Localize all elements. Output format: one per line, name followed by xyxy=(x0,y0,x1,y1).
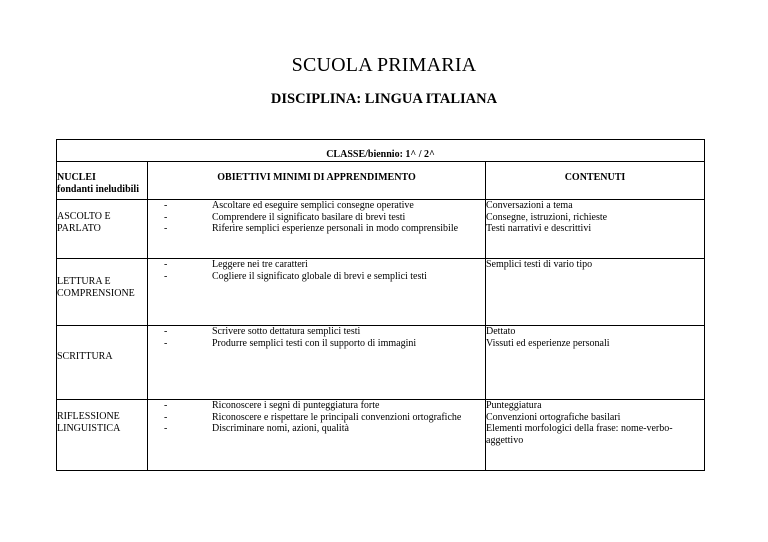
nucleo-label: LINGUISTICA xyxy=(57,422,121,434)
bullet-dash: - xyxy=(164,400,168,411)
bullet-dash: - xyxy=(164,270,168,282)
table-row xyxy=(57,259,705,326)
obiettivi-cell xyxy=(148,200,486,259)
nucleo-cell xyxy=(57,259,148,326)
table-row xyxy=(57,326,705,400)
nucleo-label: LETTURA E xyxy=(57,276,111,287)
obiettivo-text: Ascoltare ed eseguire semplici consegne operative xyxy=(212,200,414,211)
header-nuclei xyxy=(57,162,148,200)
contenuto-text: Dettato xyxy=(486,326,516,337)
contenuto-text: Convenzioni ortografiche basilari xyxy=(486,411,621,423)
list-item xyxy=(148,400,485,412)
classe-row xyxy=(57,140,705,162)
contenuto-text: Conversazioni a tema xyxy=(486,200,573,211)
contenuto-text: Punteggiatura xyxy=(486,400,542,411)
nucleo-label: COMPRENSIONE xyxy=(57,287,135,299)
obiettivo-text: Produrre semplici testi con il supporto di immagini xyxy=(212,337,417,349)
contenuti-cell xyxy=(486,200,705,259)
contenuti-cell xyxy=(486,259,705,326)
nucleo-cell xyxy=(57,400,148,471)
obiettivo-text: Riconoscere e rispettare le principali convenzioni ortografiche xyxy=(212,411,462,423)
nucleo-label: RIFLESSIONE xyxy=(57,411,120,422)
table-row xyxy=(57,400,705,471)
classe-label: CLASSE/biennio: 1^ / 2^ xyxy=(57,140,705,162)
header-nuclei-line1: NUCLEI xyxy=(57,172,96,183)
bullet-dash: - xyxy=(164,211,168,223)
list-item xyxy=(148,223,485,235)
obiettivo-text: Leggere nei tre caratteri xyxy=(212,259,308,270)
discipline-subtitle: DISCIPLINA: LINGUA ITALIANA xyxy=(270,91,498,107)
table-header-row xyxy=(57,162,705,200)
nucleo-label: PARLATO xyxy=(57,222,101,234)
bullet-dash: - xyxy=(164,337,168,349)
list-item xyxy=(148,423,485,435)
bullet-dash: - xyxy=(164,259,168,270)
contenuto-text: Testi narrativi e descrittivi xyxy=(486,223,592,234)
obiettivo-text: Discriminare nomi, azioni, qualità xyxy=(212,423,349,434)
contenuti-cell xyxy=(486,326,705,400)
list-item xyxy=(148,412,485,424)
list-item xyxy=(148,271,485,283)
curriculum-table xyxy=(56,139,705,471)
obiettivi-cell xyxy=(148,259,486,326)
nucleo-cell xyxy=(57,200,148,259)
header-nuclei-line2: fondanti ineludibili xyxy=(57,183,139,195)
list-item xyxy=(148,259,485,271)
obiettivi-cell xyxy=(148,400,486,471)
contenuto-text: Vissuti ed esperienze personali xyxy=(486,337,610,349)
contenuto-text: aggettivo xyxy=(486,434,524,446)
header-contenuti: CONTENUTI xyxy=(486,162,705,200)
bullet-dash: - xyxy=(164,411,168,423)
obiettivo-text: Riconoscere i segni di punteggiatura forte xyxy=(212,400,380,411)
bullet-dash: - xyxy=(164,223,168,234)
contenuto-text: Semplici testi di vario tipo xyxy=(486,259,593,270)
list-item xyxy=(148,212,485,224)
obiettivo-text: Scrivere sotto dettatura semplici testi xyxy=(212,326,361,337)
obiettivo-text: Comprendere il significato basilare di brevi testi xyxy=(212,211,406,223)
nucleo-label: ASCOLTO E xyxy=(57,211,111,222)
header-obiettivi: OBIETTIVI MINIMI DI APPRENDIMENTO xyxy=(148,162,486,200)
list-item xyxy=(148,200,485,212)
bullet-dash: - xyxy=(164,200,168,211)
bullet-dash: - xyxy=(164,326,168,337)
contenuti-cell xyxy=(486,400,705,471)
bullet-dash: - xyxy=(164,423,168,434)
nucleo-cell xyxy=(57,326,148,400)
list-item xyxy=(148,338,485,350)
obiettivi-cell xyxy=(148,326,486,400)
obiettivo-text: Riferire semplici esperienze personali in modo comprensibile xyxy=(212,223,459,234)
table-row xyxy=(57,200,705,259)
nucleo-label: SCRITTURA xyxy=(57,351,113,362)
contenuto-text: Consegne, istruzioni, richieste xyxy=(486,211,608,223)
list-item xyxy=(148,326,485,338)
contenuto-text: Elementi morfologici della frase: nome-verbo- xyxy=(486,423,673,434)
obiettivo-text: Cogliere il significato globale di brevi e semplici testi xyxy=(212,270,427,282)
page-title: SCUOLA PRIMARIA xyxy=(291,54,477,76)
